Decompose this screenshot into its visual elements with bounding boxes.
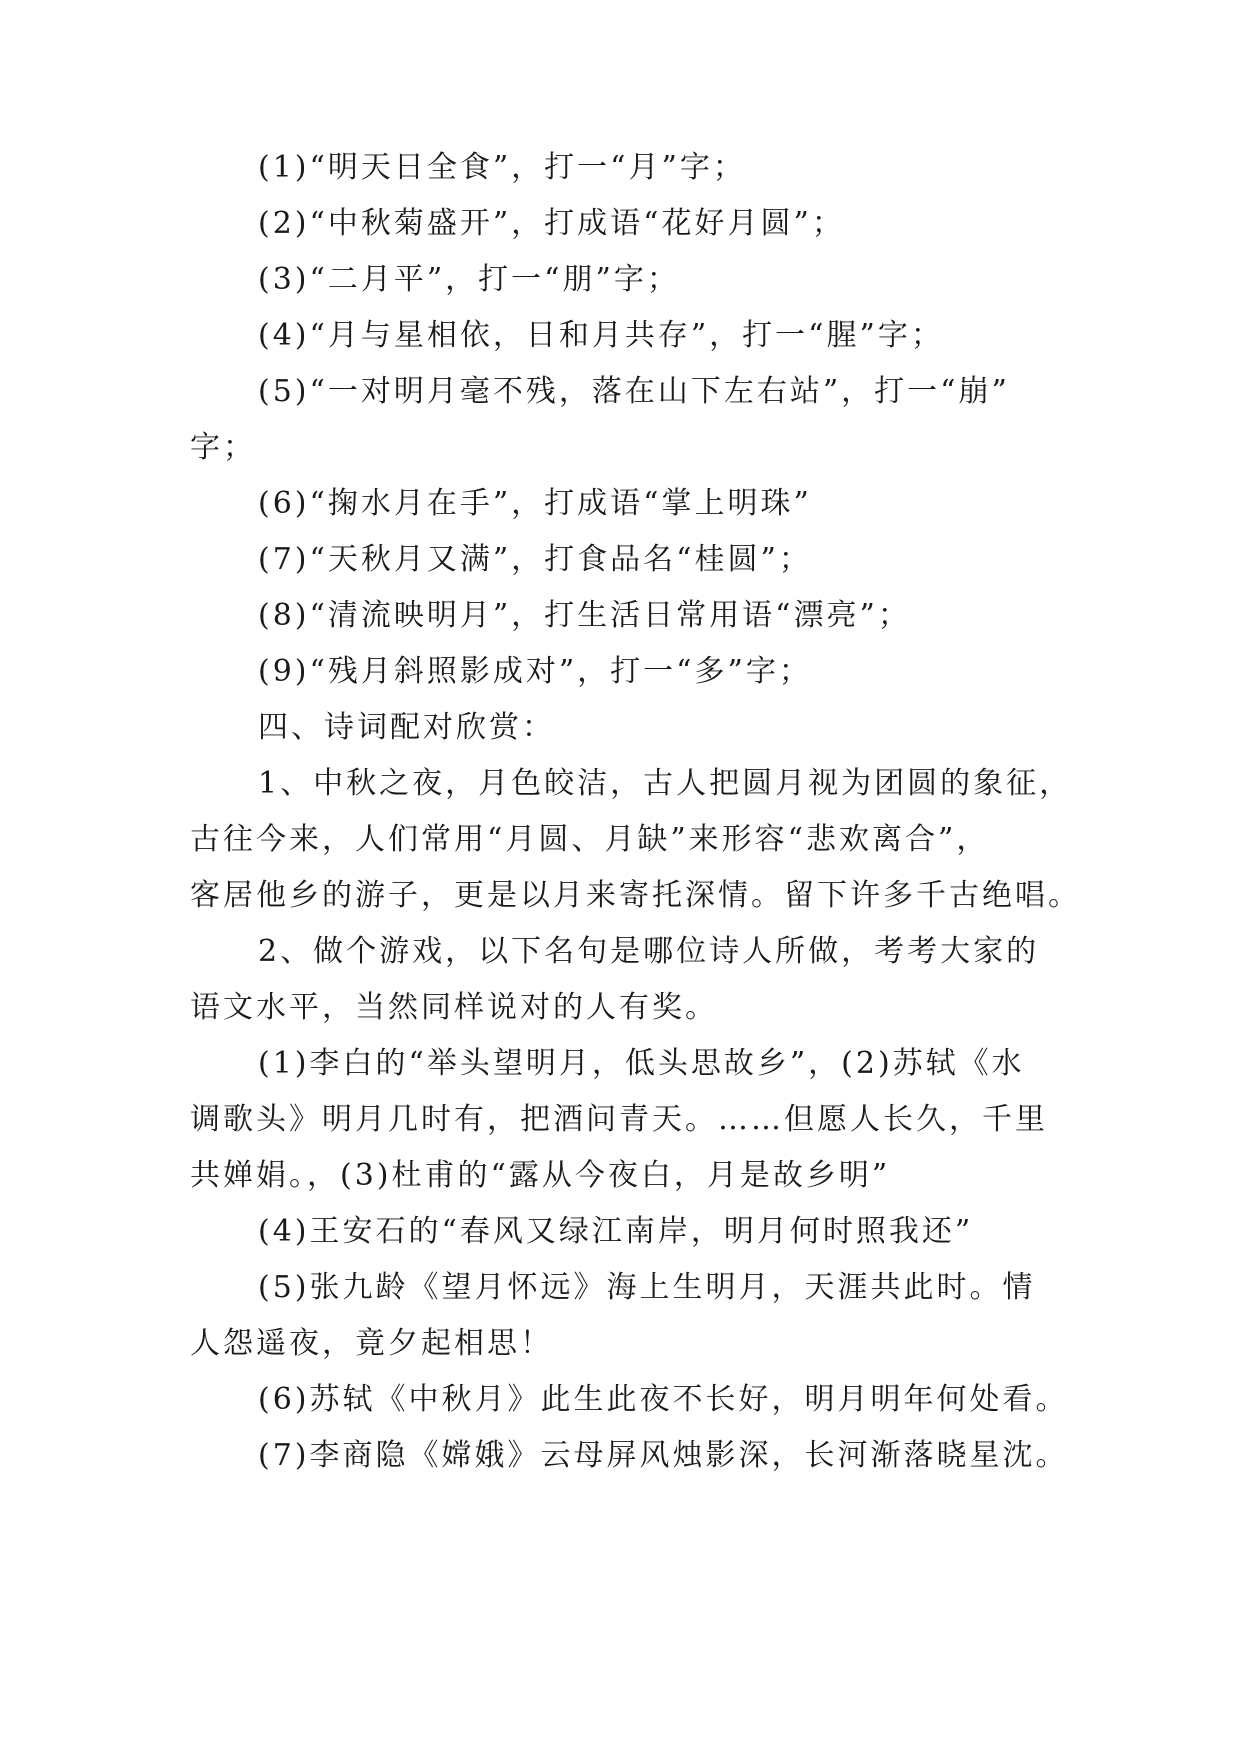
riddle-2: (2)“中秋菊盛开”，打成语“花好月圆”； <box>258 206 845 241</box>
riddle-9: (9)“残月斜照影成对”，打一“多”字； <box>258 654 812 689</box>
poem-list-line-1: (1)李白的“举头望明月，低头思故乡”，(2)苏轼《水 <box>258 1046 1025 1081</box>
poem-7: (7)李商隐《嫦娥》云母屏风烛影深，长河渐落晓星沈。 <box>258 1438 1069 1473</box>
paragraph-2-line-2: 语文水平，当然同样说对的人有奖。 <box>190 990 718 1025</box>
poem-list-line-3: 共婵娟。，(3)杜甫的“露从今夜白，月是故乡明” <box>190 1158 891 1193</box>
paragraph-1-line-2: 古往今来，人们常用“月圆、月缺”来形容“悲欢离合”， <box>190 822 990 857</box>
poem-6: (6)苏轼《中秋月》此生此夜不长好，明月明年何处看。 <box>258 1382 1069 1417</box>
poem-5-line-2: 人怨遥夜，竟夕起相思！ <box>190 1326 553 1361</box>
paragraph-1-line-3: 客居他乡的游子，更是以月来寄托深情。留下许多千古绝唱。 <box>190 878 1081 913</box>
riddle-8: (8)“清流映明月”，打生活日常用语“漂亮”； <box>258 598 911 633</box>
paragraph-1-line-1: 1、中秋之夜，月色皎洁，古人把圆月视为团圆的象征， <box>258 766 1073 801</box>
poem-5-line-1: (5)张九龄《望月怀远》海上生明月，天涯共此时。情 <box>258 1270 1036 1305</box>
riddle-1: (1)“明天日全食”，打一“月”字； <box>258 150 746 185</box>
riddle-5: (5)“一对明月毫不残，落在山下左右站”，打一“崩” <box>258 374 1010 409</box>
poem-list-line-2: 调歌头》明月几时有，把酒问青天。……但愿人长久，千里 <box>190 1102 1048 1137</box>
riddle-3: (3)“二月平”，打一“朋”字； <box>258 262 680 297</box>
poem-4: (4)王安石的“春风又绿江南岸，明月何时照我还” <box>258 1214 974 1249</box>
riddle-6: (6)“掬水月在手”，打成语“掌上明珠” <box>258 486 812 521</box>
riddle-4: (4)“月与星相依，日和月共存”，打一“腥”字； <box>258 318 944 353</box>
section-heading: 四、诗词配对欣赏： <box>258 710 555 745</box>
paragraph-2-line-1: 2、做个游戏，以下名句是哪位诗人所做，考考大家的 <box>258 934 1040 969</box>
riddle-5-continued: 字； <box>190 430 256 465</box>
riddle-7: (7)“天秋月又满”，打食品名“桂圆”； <box>258 542 812 577</box>
